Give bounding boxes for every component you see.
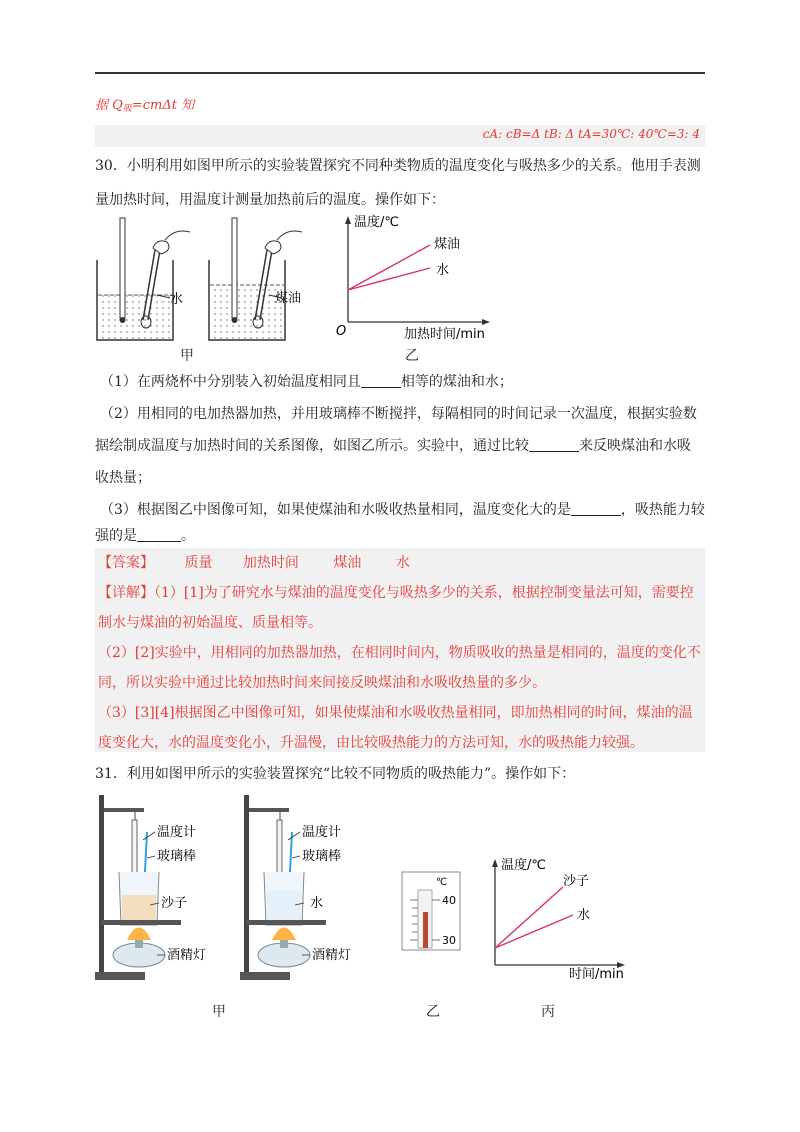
graph-ylabel: 温度/℃: [354, 215, 399, 230]
blank-4[interactable]: [137, 527, 181, 542]
y-arrow: [492, 859, 498, 867]
q31-thermometer-yi: [400, 870, 470, 955]
blank-1[interactable]: [361, 373, 401, 388]
q30-part3-line2: 强的是 。: [95, 528, 195, 544]
left-label-rod: 玻璃棒: [157, 849, 197, 864]
series-kerosene-label: 煤油: [434, 237, 461, 252]
detail-line2: 制水与煤油的初始温度、质量相等。: [98, 615, 322, 631]
series-water2-label: 水: [577, 908, 591, 923]
sand-line: [495, 887, 563, 948]
answer-line: 【答案】 质量 加热时间 煤油 水: [98, 555, 410, 571]
beaker-water: [97, 218, 190, 340]
q30-part2-line2: 据绘制成温度与加热时间的关系图像，如图乙所示。实验中，通过比较 来反映煤油和水吸: [95, 438, 691, 454]
detail-line4: 同，所以实验中通过比较加热时间来间接反映煤油和水吸收热量的多少。: [98, 675, 546, 691]
water-line: [495, 915, 573, 948]
x-arrow: [482, 319, 490, 325]
right-label-water: 水: [310, 896, 324, 911]
detail-line6: 度变化大，水的温度变化小，升温慢，由比较吸热能力的方法可知，水的吸热能力较强。: [98, 735, 644, 751]
q30-line2: 量加热时间，用温度计测量加热前后的温度。操作如下：: [95, 192, 445, 208]
q30-part3-line1: （3）根据图乙中图像可知，如果使煤油和水吸收热量相同，温度变化大的是 ，吸热能力较: [100, 502, 705, 518]
blank-3[interactable]: [571, 501, 621, 516]
thermo-unit: ℃: [436, 877, 448, 888]
detail-line5: （3）[3][4]根据图乙中图像可知，如果使煤油和水吸收热量相同，即加热相同的时间，煤油的温: [98, 705, 693, 721]
q31-fig-yi-label: 乙: [426, 1004, 440, 1020]
detail-line3: （2）[2]实验中，用相同的加热器加热，在相同时间内，物质吸收的热量是相同的，温度的变化不: [98, 645, 701, 661]
q30-figure-jia: [95, 210, 325, 360]
q31-fig-jia-label: 甲: [212, 1004, 226, 1020]
q31-figure-jia: [95, 790, 395, 985]
q30-graph-yi: [330, 210, 510, 340]
series-water-label: 水: [436, 263, 450, 278]
q30-fig-yi-label: 乙: [405, 348, 419, 364]
graph-xlabel: 加热时间/min: [404, 327, 485, 340]
q30-part2-line3: 收热量；: [95, 470, 151, 486]
thermo-40: 40: [442, 894, 456, 907]
q31-graph-bing: [485, 855, 635, 980]
q31-line1: 31．利用如图甲所示的实验装置探究“比较不同物质的吸热能力”。操作如下：: [95, 766, 576, 782]
heat-formula: 据 $Q_吸=cm\Delta t$ 知: [95, 98, 195, 114]
beaker1-label: 水: [170, 292, 184, 307]
thermo-30: 30: [442, 934, 456, 947]
header-rule: [95, 72, 705, 74]
detail-line1: 【详解】（1）[1]为了研究水与煤油的温度变化与吸热多少的关系，根据控制变量法可知，需要控: [98, 585, 694, 601]
series-sand-label: 沙子: [563, 874, 590, 889]
ratio-line: cA: cB=Δ tB: Δ tA=30℃: 40℃=3: 4: [482, 127, 700, 141]
beaker-kerosene: [209, 218, 302, 340]
q31-fig-bing-label: 丙: [541, 1004, 555, 1020]
blank-2[interactable]: [529, 437, 579, 452]
graph-origin: O: [336, 324, 347, 339]
beaker2-label: 煤油: [275, 291, 302, 306]
right-label-lamp: 酒精灯: [312, 948, 352, 963]
graph2-xlabel: 时间/min: [569, 967, 624, 980]
water-line: [348, 268, 430, 290]
q30-fig-jia-label: 甲: [180, 348, 194, 364]
left-label-thermometer: 温度计: [157, 825, 197, 840]
q30-part2-line1: （2）用相同的电加热器加热，并用玻璃棒不断搅拌，每隔相同的时间记录一次温度，根据实验数: [100, 406, 697, 422]
q30-line1: 30．小明利用如图甲所示的实验装置探究不同种类物质的温度变化与吸热多少的关系。他用手表测: [95, 158, 701, 174]
graph2-ylabel: 温度/℃: [501, 858, 546, 873]
q30-part1: （1）在两烧杯中分别装入初始温度相同且 相等的煤油和水；: [100, 374, 513, 390]
left-label-lamp: 酒精灯: [167, 948, 207, 963]
kerosene-line: [348, 245, 430, 290]
right-label-thermometer: 温度计: [302, 825, 342, 840]
right-label-rod: 玻璃棒: [302, 849, 342, 864]
y-arrow: [345, 216, 351, 224]
left-label-sand: 沙子: [161, 896, 188, 911]
